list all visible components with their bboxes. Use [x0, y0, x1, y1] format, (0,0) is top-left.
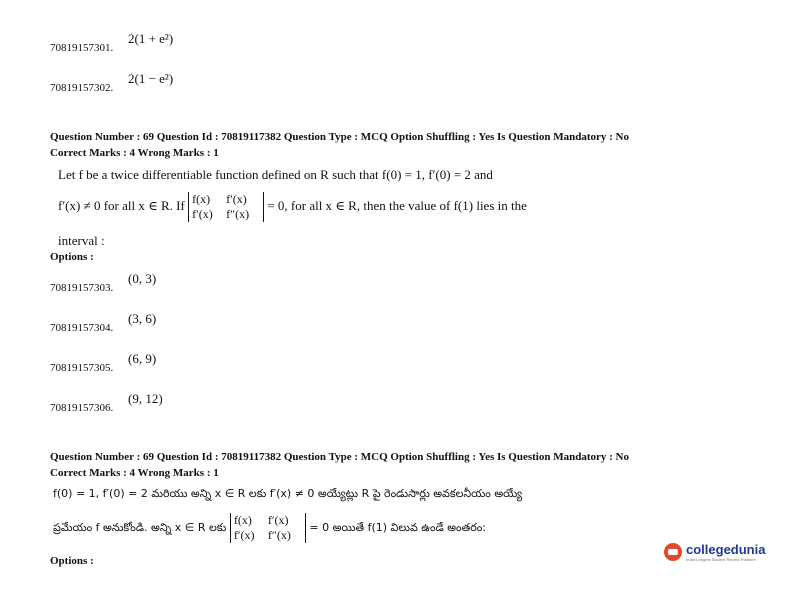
question-text-line3: interval :	[58, 233, 105, 248]
collegedunia-logo	[664, 542, 765, 562]
det-cell: f′(x)	[226, 192, 247, 207]
determinant	[188, 192, 264, 222]
logo-mark-icon	[664, 543, 682, 561]
option-value: (0, 3)	[128, 271, 157, 286]
option-id: 70819157301.	[50, 42, 114, 54]
question-text-post: = 0 అయితే f(1) విలువ ఉండే అంతరం:	[309, 521, 486, 534]
question-meta: Question Number : 69 Question Id : 70819117382 Question Type : MCQ Option Shuffling : Yes Is Question Mandatory : No	[50, 131, 629, 143]
option-value: (6, 9)	[128, 351, 157, 366]
options-label: Options :	[50, 555, 94, 567]
det-cell: f(x)	[233, 513, 252, 527]
option-value: 2(1 − e²)	[128, 71, 174, 86]
determinant	[230, 513, 306, 543]
det-cell: f′(x)	[267, 513, 289, 527]
question-text-line2	[53, 508, 486, 548]
question-meta: Question Number : 69 Question Id : 70819117382 Question Type : MCQ Option Shuffling : Yes Is Question Mandatory : No	[50, 451, 629, 463]
option-id: 70819157302.	[50, 82, 114, 94]
logo-text: collegedunia	[686, 542, 766, 557]
option-id: 70819157304.	[50, 322, 114, 334]
question-text-pre: ప్రమేయం f అనుకోండి. అన్ని x ∈ R లకు	[53, 521, 227, 534]
options-label: Options :	[50, 251, 94, 263]
question-marks: Correct Marks : 4 Wrong Marks : 1	[50, 467, 219, 479]
det-cell: f′(x)	[233, 528, 255, 542]
question-text-line1: Let f be a twice differentiable function defined on R such that f(0) = 1, f′(0) = 2 and	[58, 167, 493, 182]
option-id: 70819157306.	[50, 402, 114, 414]
option-value: (3, 6)	[128, 311, 157, 326]
det-cell: f(x)	[192, 192, 211, 207]
option-id: 70819157305.	[50, 362, 114, 374]
det-cell: f′(x)	[192, 207, 213, 222]
question-text-line2	[58, 186, 527, 226]
logo-tagline: India's largest Student Review Platform	[686, 557, 756, 562]
det-cell: f″(x)	[226, 207, 250, 222]
det-cell: f″(x)	[267, 528, 291, 542]
option-value: 2(1 + e²)	[128, 31, 174, 46]
question-text-post: = 0, for all x ∈ R, then the value of f(1) lies in the	[267, 198, 527, 213]
option-id: 70819157303.	[50, 282, 114, 294]
question-text-pre: f′(x) ≠ 0 for all x ∈ R. If	[58, 198, 185, 213]
question-text-line1: f(0) = 1, f′(0) = 2 మరియు అన్ని x ∈ R లకు f′(x) ≠ 0 అయ్యేట్లు R పై రెండుసార్లు అవకలనీయం అయ్యే	[53, 487, 523, 500]
question-marks: Correct Marks : 4 Wrong Marks : 1	[50, 147, 219, 159]
option-value: (9, 12)	[128, 391, 163, 406]
